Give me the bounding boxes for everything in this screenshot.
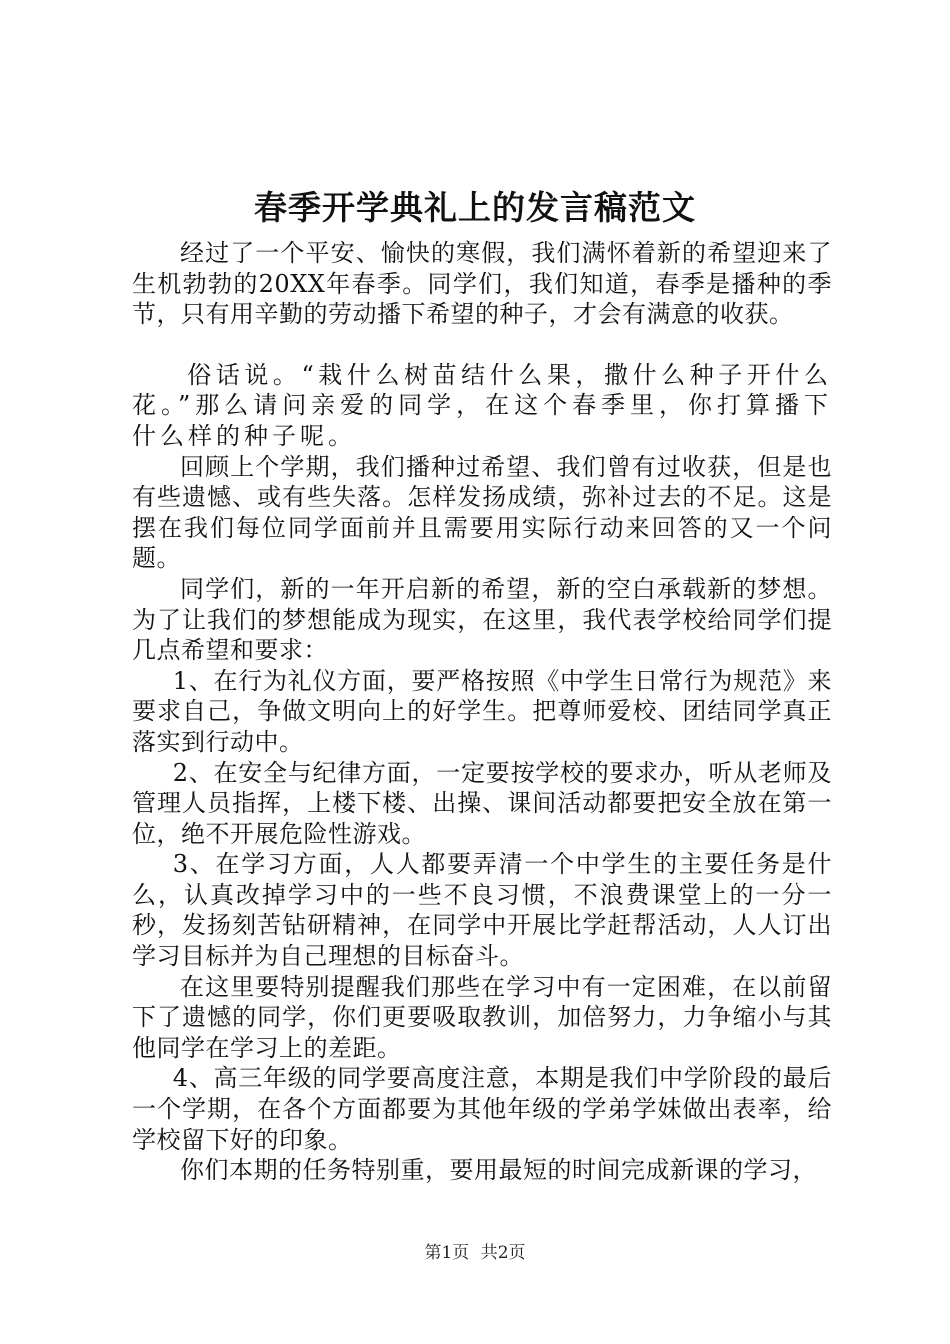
paragraph-6: 你们本期的任务特别重，要用最短的时间完成新课的学习， — [180, 1156, 817, 1185]
document-title: 春季开学典礼上的发言稿范文 — [254, 188, 696, 227]
paragraph-4: 同学们，新的一年开启新的希望，新的空白承载新的梦想。为了让我们的梦想能成为现实，在这里，我代表学校给同学们提几点希望和要求： — [132, 574, 832, 665]
page-footer — [0, 1241, 950, 1265]
paragraph-3: 回顾上个学期，我们播种过希望、我们曾有过收获，但是也有些遗憾、或有些失落。怎样发扬成绩，弥补过去的不足。这是摆在我们每位同学面前并且需要用实际行动来回答的又一个问题。 — [132, 452, 832, 573]
list-item-2: 2、在安全与纪律方面，一定要按学校的要求办，听从老师及管理人员指挥，上楼下楼、出操、课间活动都要把安全放在第一位，绝不开展危险性游戏。 — [132, 758, 832, 848]
list-item-4: 4、高三年级的同学要高度注意，本期是我们中学阶段的最后一个学期，在各个方面都要为其他年级的学弟学妹做出表率，给学校留下好的印象。 — [132, 1064, 832, 1154]
paragraph-5: 在这里要特别提醒我们那些在学习中有一定困难，在以前留下了遗憾的同学，你们更要吸取教训，加倍努力，力争缩小与其他同学在学习上的差距。 — [132, 972, 832, 1062]
list-item-1: 1、在行为礼仪方面，要严格按照《中学生日常行为规范》来要求自己，争做文明向上的好学生。把尊师爱校、团结同学真正落实到行动中。 — [132, 666, 832, 756]
page-number: 第1页 — [424, 1243, 470, 1263]
list-item-3: 3、在学习方面，人人都要弄清一个中学生的主要任务是什么，认真改掉学习中的一些不良习惯，不浪费课堂上的一分一秒，发扬刻苦钻研精神，在同学中开展比学赶帮活动，人人订出学习目标并为自己理想的目标奋斗。 — [132, 850, 832, 971]
page-total: 共2页 — [480, 1243, 526, 1263]
paragraph-2: 俗话说。“栽什么树苗结什么果，撒什么种子开什么花。”那么请问亲爱的同学，在这个春季里，你打算播下什么样的种子呢。 — [132, 360, 832, 450]
paragraph-1: 经过了一个平安、愉快的寒假，我们满怀着新的希望迎来了生机勃勃的20XX年春季。同学们，我们知道，春季是播种的季节，只有用辛勤的劳动播下希望的种子，才会有满意的收获。 — [132, 239, 832, 329]
document-body — [132, 238, 832, 1186]
